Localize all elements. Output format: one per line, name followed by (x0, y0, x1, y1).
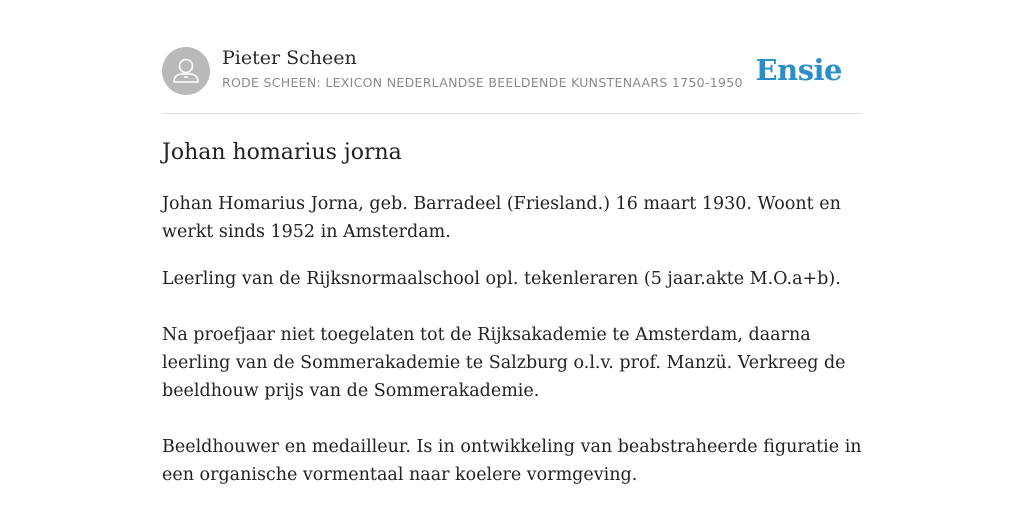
paragraph-2: Leerling van de Rijksnormaalschool opl. tekenleraren (5 jaar.akte M.O.a+b). (162, 269, 841, 289)
source-title[interactable]: RODE SCHEEN: LEXICON NEDERLANDSE BEELDENDE KUNSTENAARS 1750-1950 (222, 75, 743, 90)
page-title: Johan homarius jorna (162, 140, 402, 165)
article-body (162, 190, 862, 489)
author-name[interactable]: Pieter Scheen (222, 47, 357, 69)
user-icon (162, 47, 210, 95)
avatar[interactable] (162, 47, 210, 95)
brand-logo[interactable]: Ensie (755, 53, 842, 87)
paragraph-3: Na proefjaar niet toegelaten tot de Rijksakademie te Amsterdam, daarna leerling van de Sommerakademie te Salzburg o.l.v. prof. Manzü. Verkreeg de beeldhouw prijs van de Sommerakademie. (162, 325, 846, 401)
entry-card (162, 46, 862, 485)
paragraph-1: Johan Homarius Jorna, geb. Barradeel (Friesland.) 16 maart 1930. Woont en werkt sinds 1952 in Amsterdam. (162, 194, 841, 242)
entry-header (162, 46, 862, 114)
paragraph-4: Beeldhouwer en medailleur. Is in ontwikkeling van beabstraheerde figuratie in een organische vormentaal naar koelere vormgeving. (162, 437, 862, 485)
